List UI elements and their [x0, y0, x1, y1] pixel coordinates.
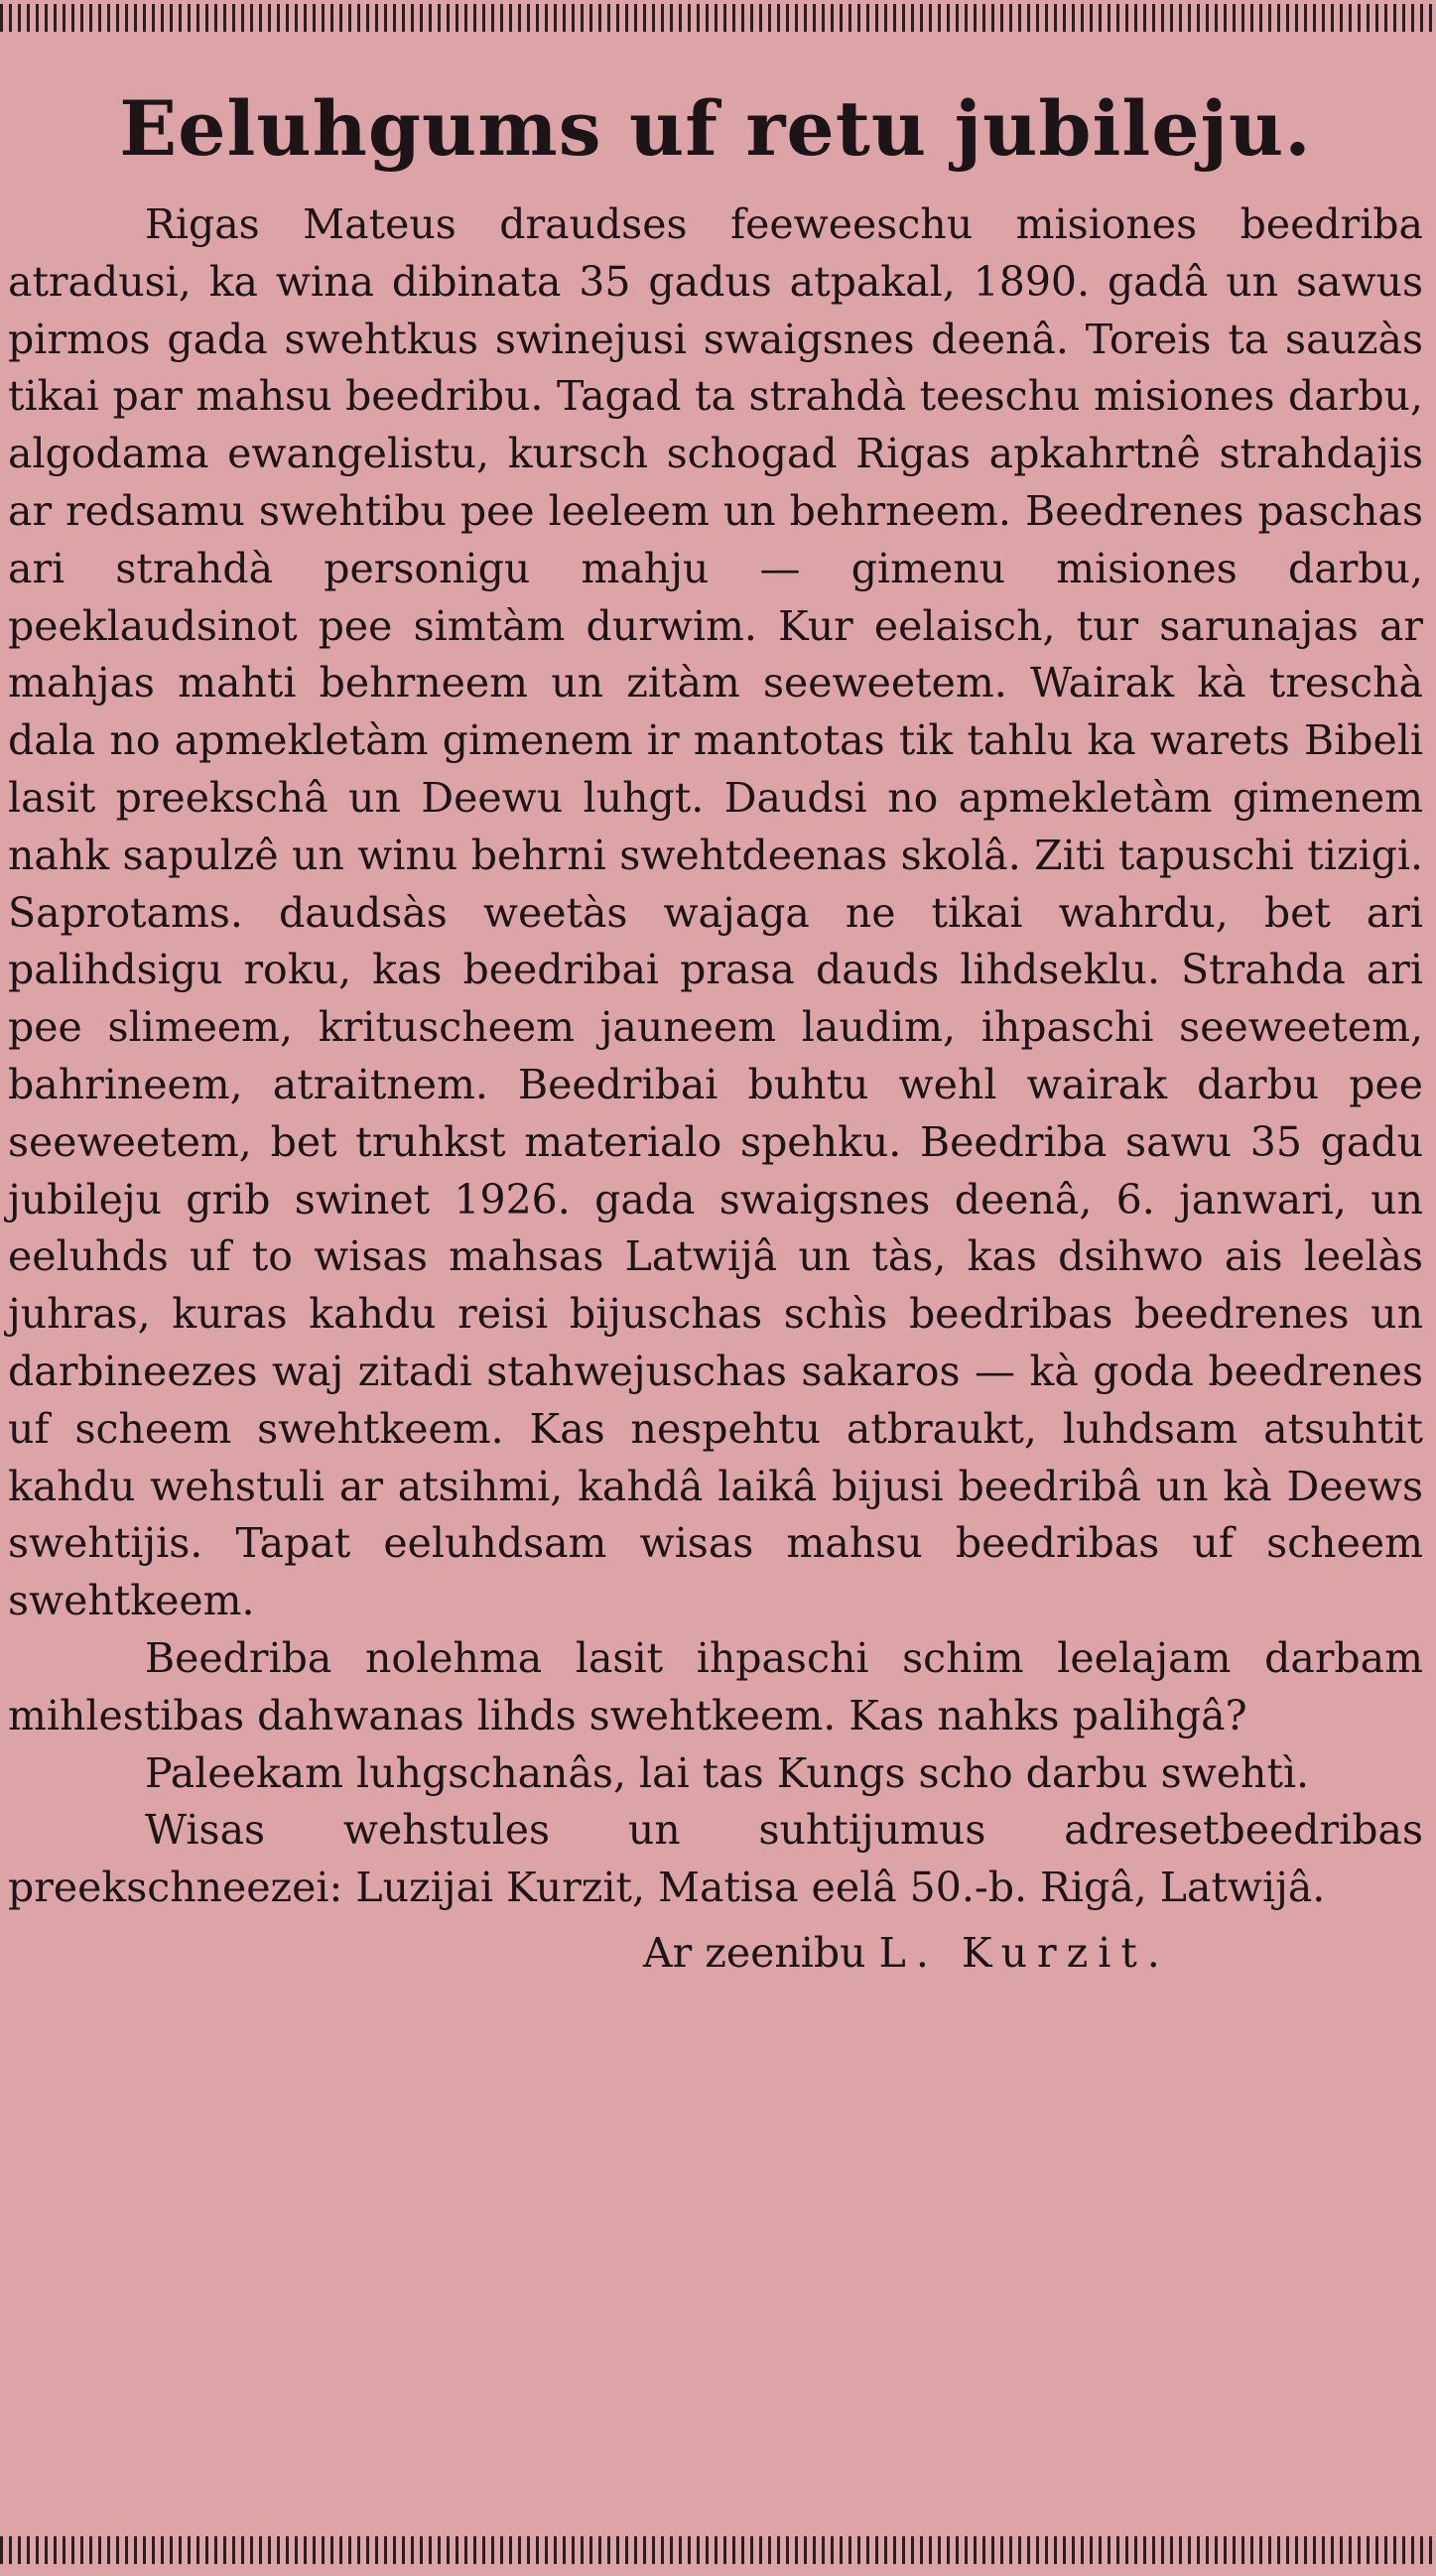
article-body: [8, 196, 1423, 1917]
newspaper-article: [8, 60, 1423, 1983]
article-headline: Eeluhgums uf retu jubileju.: [119, 84, 1312, 173]
article-paragraph-3: Paleekam luhgschanâs, lai tas Kungs scho darbu swehtì.: [145, 1748, 1310, 1797]
article-signature: [8, 1923, 1423, 1983]
article-paragraph-1: Rigas Mateus draudses feeweeschu misiones beedriba atradusi, ka wina dibinata 35 gadus atpakal, 1890. gadâ un sawus pirmos gada swehtkus swinejusi swaigsnes deenâ. Toreis ta sauzàs tikai par mahsu beedribu. Tagad ta strahdà teeschu misiones darbu, algodama ewangelistu, kursch schogad Rigas apkahrtnê strahdajis ar redsamu swehtibu pee leeleem un behrneem. Beedrenes paschas ari strahdà personigu mahju — gimenu misiones darbu, peeklaudsinot pee simtàm durwim. Kur eelaisch, tur sarunajas ar mahjas mahti behrneem un zitàm seeweetem. Wairak kà treschà dala no apmekletàm gimenem ir mantotas tik tahlu ka warets Bibeli lasit preekschâ un Deewu luhgt. Daudsi no apmekletàm gimenem nahk sapulzê un winu behrni swehtdeenas skolâ. Ziti tapuschi tizigi. Saprotams. daudsàs weetàs wajaga ne tikai wahrdu, bet ari palihdsigu roku, kas beedribai prasa dauds lihdseklu. Strahda ari pee slimeem, krituscheem jauneem laudim, ihpaschi seeweetem, bahrineem, atraitnem. Beedribai buhtu wehl wairak darbu pee seeweetem, bet truhkst materialo spehku. Beedriba sawu 35 gadu jubileju grib swinet 1926. gada swaigsnes deenâ, 6. janwari, un eeluhds uf to wisas mahsas Latwijâ un tàs, kas dsihwo ais leelàs juhras, kuras kahdu reisi bijuschas schìs beedribas beedrenes un darbineezes waj zitadi stahwejuschas sakaros — kà goda beedrenes uf scheem swehtkeem. Kas nespehtu atbraukt, luhdsam atsuhtit kahdu wehstuli ar atsihmi, kahdâ laikâ bijusi beedribâ un kà Deews swehtijis. Tapat eeluhdsam wisas mahsu beedribas uf scheem swehtkeem.: [8, 200, 1423, 1625]
article-paragraph-2: Beedriba nolehma lasit ihpaschi schim leelajam darbam mihlestibas dahwanas lihds swehtkeem. Kas nahks palihgâ?: [8, 1633, 1423, 1739]
signature-prefix: Ar zeenibu: [643, 1928, 866, 1977]
signature-name: L. Kurzit.: [878, 1928, 1170, 1977]
article-paragraph-4: Wisas wehstules un suhtijumus adresetbeedribas preekschneezei: Luzijai Kurzit, Matisa eelâ 50.-b. Rigâ, Latwijâ.: [8, 1806, 1423, 1912]
top-decorative-rule: [0, 4, 1436, 32]
bottom-decorative-rule: [0, 2536, 1436, 2564]
